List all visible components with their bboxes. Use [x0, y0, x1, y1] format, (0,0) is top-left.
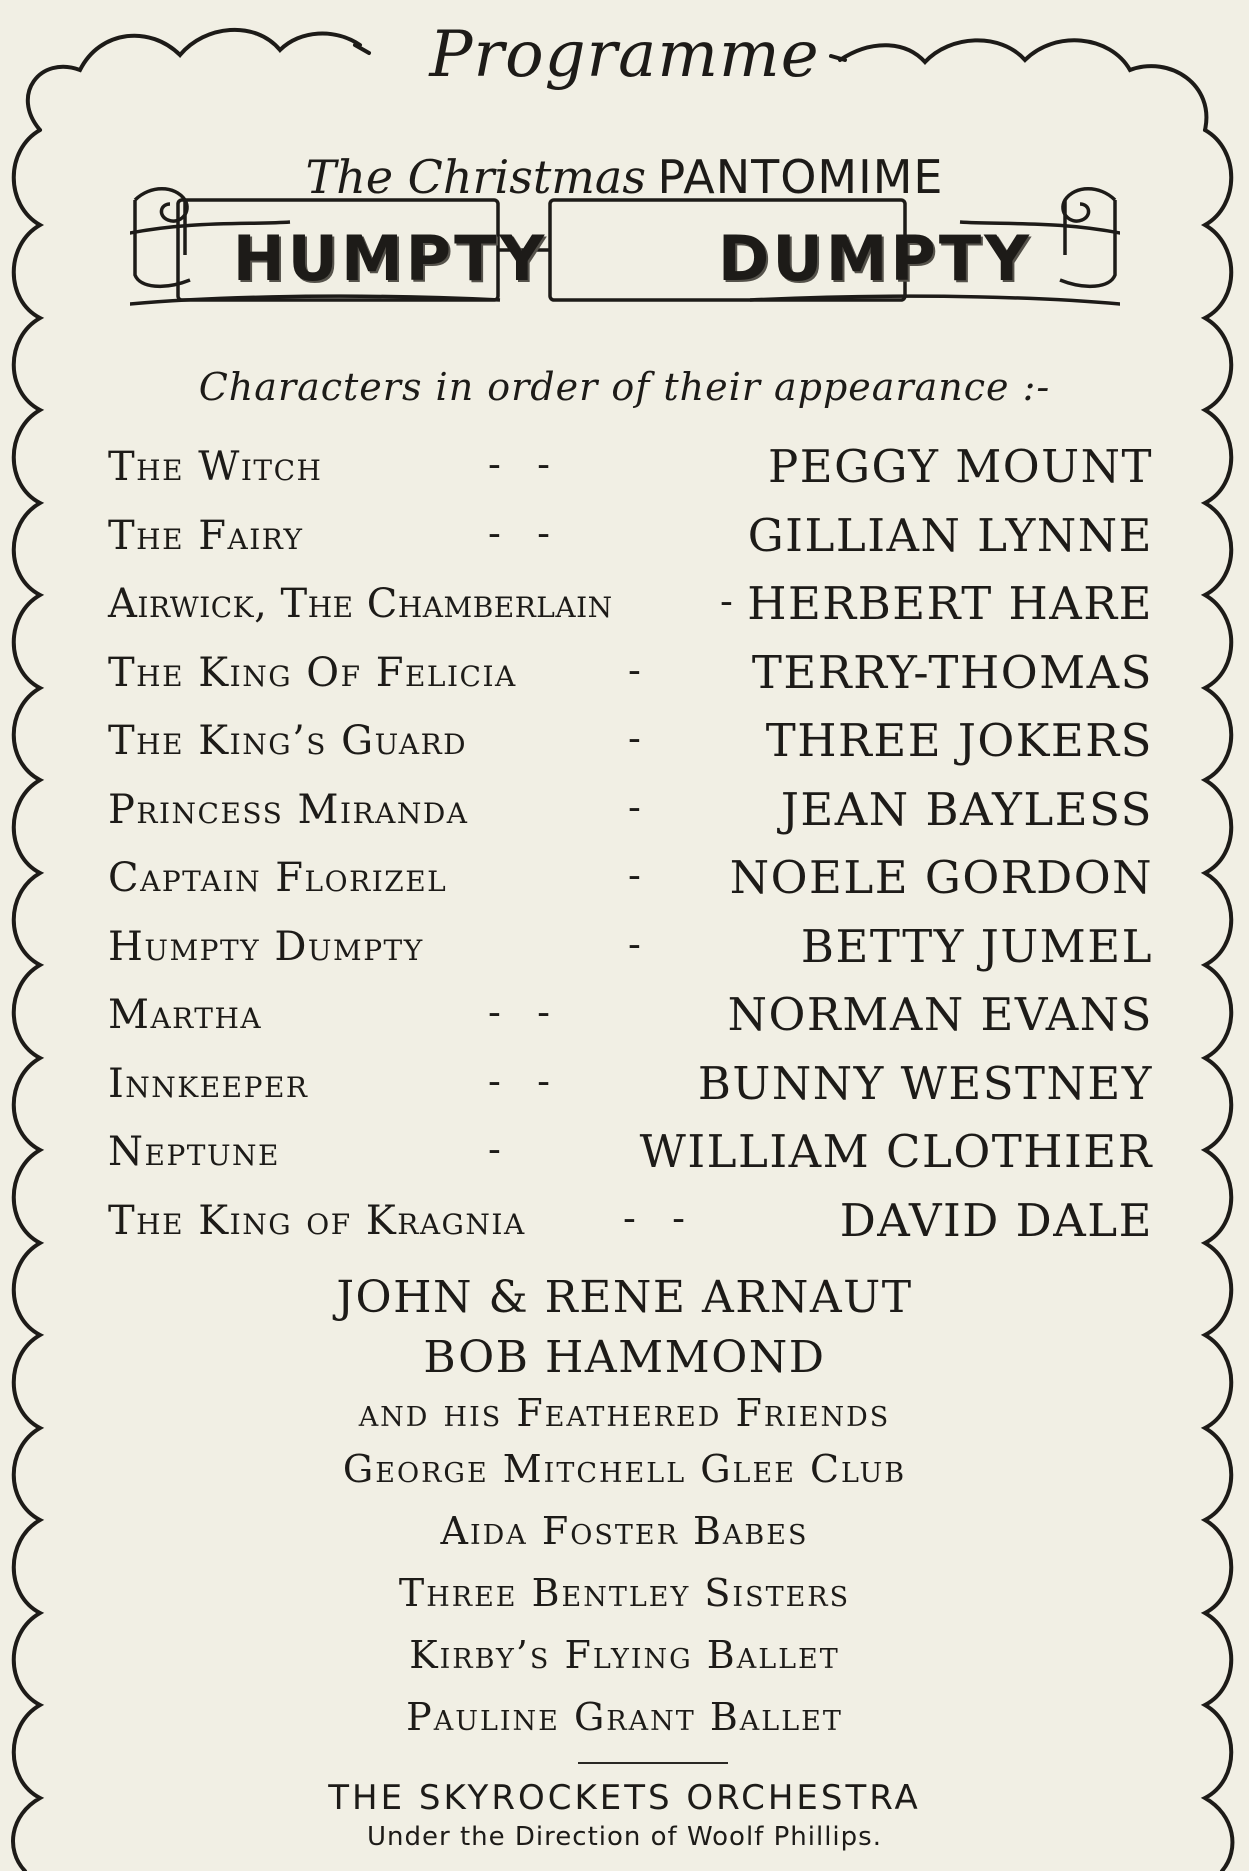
- cast-actor: PEGGY MOUNT: [767, 440, 1153, 493]
- cast-role: Humpty Dumpty: [108, 923, 424, 970]
- cast-row: [108, 779, 1153, 848]
- cast-separator: -: [628, 784, 641, 829]
- ensemble-item: and his Feathered Friends: [358, 1391, 891, 1435]
- cast-role: The King’s Guard: [108, 718, 468, 764]
- cast-heading: Characters in order of their appearance :-: [198, 365, 1051, 409]
- cast-separator: - -: [623, 1195, 685, 1240]
- cast-separator: -: [720, 579, 733, 623]
- cast-actor: GILLIAN LYNNE: [747, 508, 1153, 562]
- show-prefix: The Christmas: [305, 150, 646, 204]
- title-dumpty: DUMPTY: [717, 222, 1033, 295]
- cast-row: [108, 436, 1153, 505]
- cast-row: [108, 1190, 1153, 1259]
- page-title: Programme: [429, 18, 820, 92]
- cast-actor: THREE JOKERS: [765, 714, 1153, 767]
- cast-role: Airwick, The Chamberlain: [108, 581, 613, 627]
- cast-list: [108, 436, 1153, 1258]
- orchestra-credit: THE SKYROCKETS ORCHESTRA: [328, 1778, 921, 1818]
- cast-actor: DAVID DALE: [839, 1193, 1153, 1247]
- cast-separator: - -: [488, 990, 550, 1034]
- ensemble-item: Pauline Grant Ballet: [406, 1695, 843, 1739]
- cast-actor: BETTY JUMEL: [800, 919, 1153, 973]
- cast-row: [108, 1053, 1153, 1122]
- cast-row: [108, 573, 1153, 642]
- show-type: PANTOMIME: [657, 150, 944, 204]
- cast-row: [108, 505, 1153, 574]
- cast-separator: -: [628, 716, 641, 760]
- ensemble-item: BOB HAMMOND: [423, 1332, 826, 1383]
- cast-row: [108, 916, 1153, 985]
- cast-role: The Witch: [108, 444, 323, 490]
- cast-row: [108, 710, 1153, 779]
- cast-separator: -: [628, 853, 641, 897]
- cast-row: [108, 984, 1153, 1053]
- ensemble-list: [0, 1268, 1249, 1748]
- cast-row: [108, 1121, 1153, 1190]
- cast-actor: WILLIAM CLOTHIER: [639, 1125, 1153, 1178]
- ensemble-item: Three Bentley Sisters: [398, 1571, 851, 1615]
- cast-separator: - -: [488, 510, 550, 555]
- ensemble-item: Kirby’s Flying Ballet: [409, 1633, 840, 1677]
- ensemble-item: JOHN & RENE ARNAUT: [336, 1272, 913, 1323]
- cast-role: The Fairy: [108, 512, 304, 559]
- cast-row: [108, 847, 1153, 916]
- cast-role: The King Of Felicia: [108, 649, 517, 696]
- cast-role: Neptune: [108, 1129, 280, 1175]
- ensemble-item: George Mitchell Glee Club: [342, 1447, 907, 1491]
- cast-actor: BUNNY WESTNEY: [697, 1056, 1153, 1110]
- cast-actor: NOELE GORDON: [729, 851, 1153, 904]
- cast-separator: -: [488, 1127, 501, 1171]
- cast-role: Innkeeper: [108, 1060, 309, 1107]
- cast-actor: HERBERT HARE: [747, 577, 1153, 630]
- cast-actor: JEAN BAYLESS: [780, 782, 1153, 836]
- cast-row: [108, 642, 1153, 711]
- cast-role: Captain Florizel: [108, 855, 448, 901]
- title-humpty: HUMPTY: [232, 222, 548, 295]
- cast-actor: TERRY-THOMAS: [751, 645, 1153, 699]
- cast-role: Princess Miranda: [108, 786, 469, 833]
- ensemble-item: Aida Foster Babes: [440, 1509, 809, 1553]
- cast-separator: - -: [488, 442, 550, 486]
- cast-role: Martha: [108, 992, 263, 1038]
- director-credit: Under the Direction of Woolf Phillips.: [367, 1822, 882, 1852]
- cast-separator: -: [628, 921, 641, 966]
- cast-separator: -: [628, 647, 641, 692]
- divider: [578, 1762, 728, 1764]
- cast-actor: NORMAN EVANS: [727, 988, 1153, 1041]
- cast-role: The King of Kragnia: [108, 1197, 526, 1244]
- cast-separator: - -: [488, 1058, 550, 1103]
